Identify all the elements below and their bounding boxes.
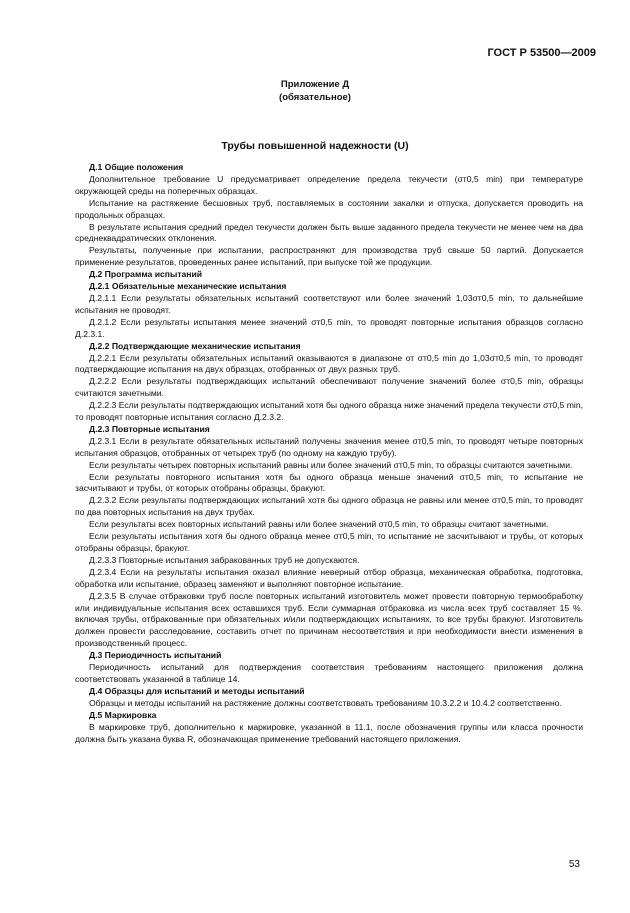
body-paragraph: Испытание на растяжение бесшовных труб, поставляемых в состоянии закалки и отпуска, допускается проводить на продольных образцах. — [75, 197, 583, 220]
appendix-label: Приложение Д — [280, 79, 350, 90]
document-body — [75, 162, 583, 745]
page-title: Трубы повышенной надежности (U) — [221, 140, 409, 152]
section-heading: Д.5 Маркировка — [89, 709, 157, 720]
body-paragraph: Д.2.2.3 Если результаты подтверждающих испытаний хотя бы одного образца ниже значений предела текучести σт0,5 min, то проводят повторные испытания согласно Д.2.3.2. — [75, 400, 583, 423]
appendix-heading — [0, 78, 630, 104]
section-heading: Д.2.2 Подтверждающие механические испытания — [89, 340, 301, 351]
body-paragraph: Д.2.3.2 Если результаты подтверждающих испытаний хотя бы одного образца не равны или менее σт0,5 min, то проводят по два повторных испытания на двух трубах. — [75, 495, 583, 518]
body-paragraph: Д.2.3.3 Повторные испытания забракованных труб не допускаются. — [89, 554, 360, 565]
document-header: ГОСТ Р 53500—2009 — [487, 47, 596, 59]
section-heading: Д.3 Периодичность испытаний — [89, 650, 222, 661]
body-paragraph: Д.2.1.2 Если результаты испытания менее значений σт0,5 min, то проводят повторные испытания образцов согласно Д.2.3.1. — [75, 316, 583, 339]
body-paragraph: Если результаты испытания хотя бы одного образца менее σт0,5 min, то испытание не засчитывают и трубы, от которых отобраны образцы, бракуют. — [75, 531, 583, 553]
body-paragraph: Д.2.1.1 Если результаты обязательных испытаний соответствуют или более значений 1,03σт0,5 min, то дальнейшие испытания не проводят. — [75, 292, 583, 315]
body-paragraph: Образцы и методы испытаний на растяжение должны соответствовать требованиям 10.3.2.2 и 10.4.2 соответственно. — [89, 697, 562, 708]
page-number: 53 — [568, 859, 580, 870]
body-paragraph: Если результаты повторного испытания хотя бы одного образца меньше значений σт0,5 min, то испытание не засчитывают и трубы, от которых отобраны образцы, бракуют. — [75, 471, 583, 494]
body-paragraph: Д.2.3.1 Если в результате обязательных испытаний получены значения менее σт0,5 min, то проводят четыре повторных испытания образцов, отобранных от четырех труб (по одному на каждую трубу). — [75, 435, 583, 458]
body-paragraph: Если результаты всех повторных испытаний равны или более значений σт0,5 min, то образцы считают зачетными. — [89, 519, 549, 530]
section-heading: Д.1 Общие положения — [89, 162, 184, 172]
body-paragraph: Д.2.3.5 В случае отбраковки труб после повторных испытаний изготовитель может провести повторную термообработку или индивидуальные испытания всех оставшихся труб. Если суммарная отбраковка из числа всех труб составляет 15 %. включая трубы, отбракованные при обязательных и/или подтверждающих испытаниях, то все трубы бракуют. Изготовитель должен провести расследование, составить отчет по причинам несоответствия и при необходимости внести изменения в производственный процесс. — [75, 590, 583, 649]
body-paragraph: Д.2.3.4 Если на результаты испытания оказал влияние неверный отбор образца, механическая обработка, подготовка, обработка или испытание, образец заменяют и выполняют повторное испытание. — [75, 566, 583, 589]
body-paragraph: Дополнительное требование U предусматривает определение предела текучести (σт0,5 min) при температуре окружающей среды на поперечных образцах. — [75, 173, 583, 196]
body-paragraph: Д.2.2.2 Если результаты подтверждающих испытаний обеспечивают получение значений более σт0,5 min, образцы считаются зачетными. — [75, 376, 583, 399]
body-paragraph: Результаты, полученные при испытании, распространяют для производства труб свыше 50 партий. Допускается применение результатов, проведенных ранее испытаний, при выпуске той же продукции. — [75, 245, 583, 268]
body-paragraph: Д.2.2.1 Если результаты обязательных испытаний оказываются в диапазоне от σт0,5 min до 1,03σт0,5 min, то проводят подтверждающие испытания на двух образцах, отобранных от двух разных труб. — [75, 352, 583, 375]
section-heading: Д.4 Образцы для испытаний и методы испытаний — [89, 685, 305, 696]
section-heading: Д.2 Программа испытаний — [89, 269, 203, 280]
section-heading: Д.2.3 Повторные испытания — [89, 423, 210, 434]
body-paragraph: Периодичность испытаний для подтверждения соответствия требованиям настоящего приложения должна соответствовать указанной в таблице 14. — [75, 662, 583, 684]
section-heading: Д.2.1 Обязательные механические испытания — [89, 281, 287, 292]
appendix-kind: (обязательное) — [279, 92, 351, 103]
body-paragraph: Если результаты четырех повторных испытаний равны или более значений σт0,5 min, то образцы считаются зачетными. — [89, 459, 573, 470]
body-paragraph: В маркировке труб, дополнительно к маркировке, указанной в 11.1, после обозначения группы или класса прочности должна быть указана буква R, обозначающая применение требований настоящего приложения. — [75, 721, 583, 744]
body-paragraph: В результате испытания средний предел текучести должен быть выше заданного предела текучести не менее чем на два среднеквадратических отклонения. — [75, 221, 583, 244]
